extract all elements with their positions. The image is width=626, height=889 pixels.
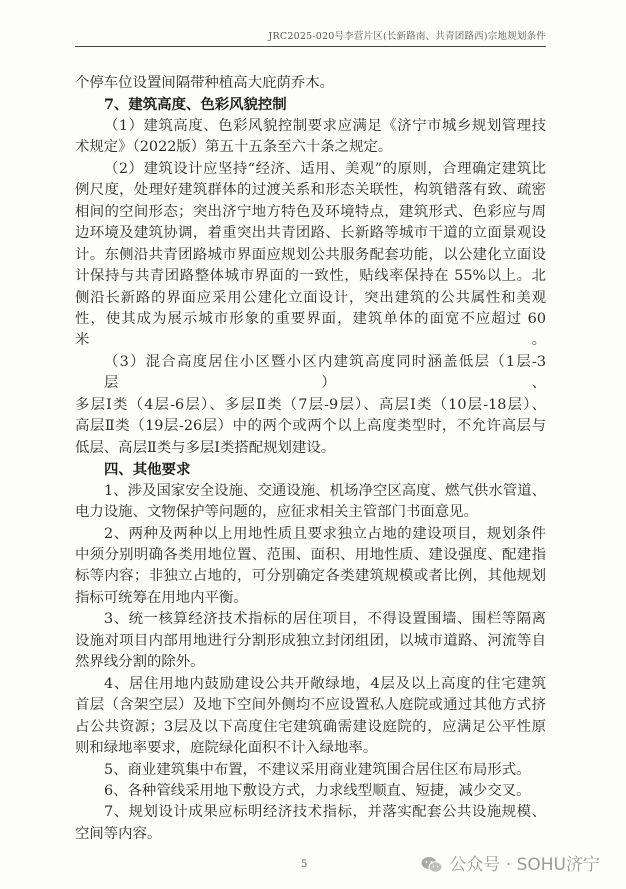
text-line: 2、两种及两种以上用地性质且要求独立占地的建设项目，规划条件 bbox=[104, 525, 546, 542]
wechat-icon bbox=[421, 856, 443, 874]
page-number: 5 bbox=[301, 859, 308, 871]
text-line: 1、涉及国家安全设施、交通设施、机场净空区高度、燃气供水管道、 bbox=[104, 482, 546, 499]
text-line: 标等内容；非独立占地的，可分别确定各类建筑规模或者比例，其他规划 bbox=[75, 568, 546, 585]
text-line: 电力设施、文物保护等问题的，应征求相关主管部门书面意见。 bbox=[75, 504, 478, 521]
text-line: 设施对项目内部用地进行分割形成独立封闭组团，以城市道路、河流等自 bbox=[75, 632, 546, 649]
text-line: 中须分别明确各类用地位置、范围、面积、用地性质、建设强度、配建指 bbox=[75, 546, 546, 563]
text-line: 侧沿长新路的界面应采用公建化立面设计，突出建筑的公共属性和美观 bbox=[75, 289, 546, 306]
text-line: 例尺度，处理好建筑群体的过渡关系和形态关联性，构筑错落有致、疏密 bbox=[75, 182, 546, 199]
text-line: 相间的空间形态；突出济宁地方特色及环境特点，建筑形式、色彩应与周 bbox=[75, 203, 546, 220]
text-line: 4、居住用地内鼓励建设公共开敞绿地，4层及以上高度的住宅建筑 bbox=[104, 675, 546, 692]
text-line: 则和绿地率要求，庭院绿化面积不计入绿地率。 bbox=[75, 740, 378, 757]
section-heading: 四、其他要求 bbox=[104, 461, 191, 479]
text-line: 术规定》（2022版）第五十五条至六十条之规定。 bbox=[75, 139, 393, 156]
text-line: （1）建筑高度、色彩风貌控制要求应满足《济宁市城乡规划管理技 bbox=[104, 117, 546, 134]
text-line: 空间等内容。 bbox=[75, 825, 162, 842]
text-line: 占公共资源；3层及以下高度住宅建筑确需建设庭院的，应满足公平性原 bbox=[75, 718, 546, 735]
text-line: 多层Ⅰ类（4层-6层）、多层Ⅱ类（7层-9层）、高层Ⅰ类（10层-18层）、 bbox=[75, 396, 546, 413]
text-line: 性，使其成为展示城市形象的重要界面，建筑单体的面宽不应超过 60 米。 bbox=[75, 310, 546, 349]
watermark-text: 公众号 · SOHU济宁 bbox=[449, 855, 600, 876]
page-footer bbox=[75, 851, 600, 879]
text-line: 指标可统筹在用地内平衡。 bbox=[75, 589, 248, 606]
text-line: 低层、高层Ⅱ类与多层Ⅰ类搭配规划建设。 bbox=[75, 439, 336, 456]
text-line: 3、统一核算经济技术指标的居住项目，不得设置围墙、围栏等隔离 bbox=[104, 611, 546, 628]
document-body bbox=[75, 73, 546, 845]
text-line: 7、规划设计成果应标明经济技术指标，并落实配套公共设施规模、 bbox=[104, 804, 546, 821]
text-line: 高层Ⅱ类（19层-26层）中的两个或两个以上高度类型时，不允许高层与 bbox=[75, 418, 546, 435]
text-line: （2）建筑设计应坚持“经济、适用、美观”的原则，合理确定建筑比 bbox=[104, 160, 546, 177]
text-line: 首层（含架空层）及地下空间外侧均不应设置私人庭院或通过其他方式挤 bbox=[75, 697, 546, 714]
text-line: 6、各种管线采用地下敷设方式，力求线型顺直、短捷，减少交叉。 bbox=[104, 782, 531, 799]
text-line: 5、商业建筑集中布置，不建议采用商业建筑围合居住区布局形式。 bbox=[104, 761, 531, 778]
running-header: JRC2025-020号李营片区(长新路南、共青团路西)宗地规划条件 bbox=[268, 31, 546, 42]
text-line: 计。东侧沿共青团路城市界面应规划公共服务配套功能，以公建化立面设 bbox=[75, 246, 546, 263]
watermark bbox=[421, 854, 600, 876]
text-line: 个停车位设置间隔带种植高大庇荫乔木。 bbox=[75, 75, 335, 91]
text-line: 计保持与共青团路整体城市界面的一致性，贴线率保持在 55%以上。北 bbox=[75, 268, 546, 285]
header-rule bbox=[75, 46, 546, 47]
text-line: 边环境及建筑协调，着重突出共青团路、长新路等城市干道的立面景观设 bbox=[75, 225, 546, 242]
section-heading: 7、建筑高度、色彩风貌控制 bbox=[104, 96, 287, 114]
text-line: 然界线分割的除外。 bbox=[75, 654, 205, 671]
text-line: （3）混合高度居住小区暨小区内建筑高度同时涵盖低层（1层-3层）、 bbox=[104, 353, 546, 392]
